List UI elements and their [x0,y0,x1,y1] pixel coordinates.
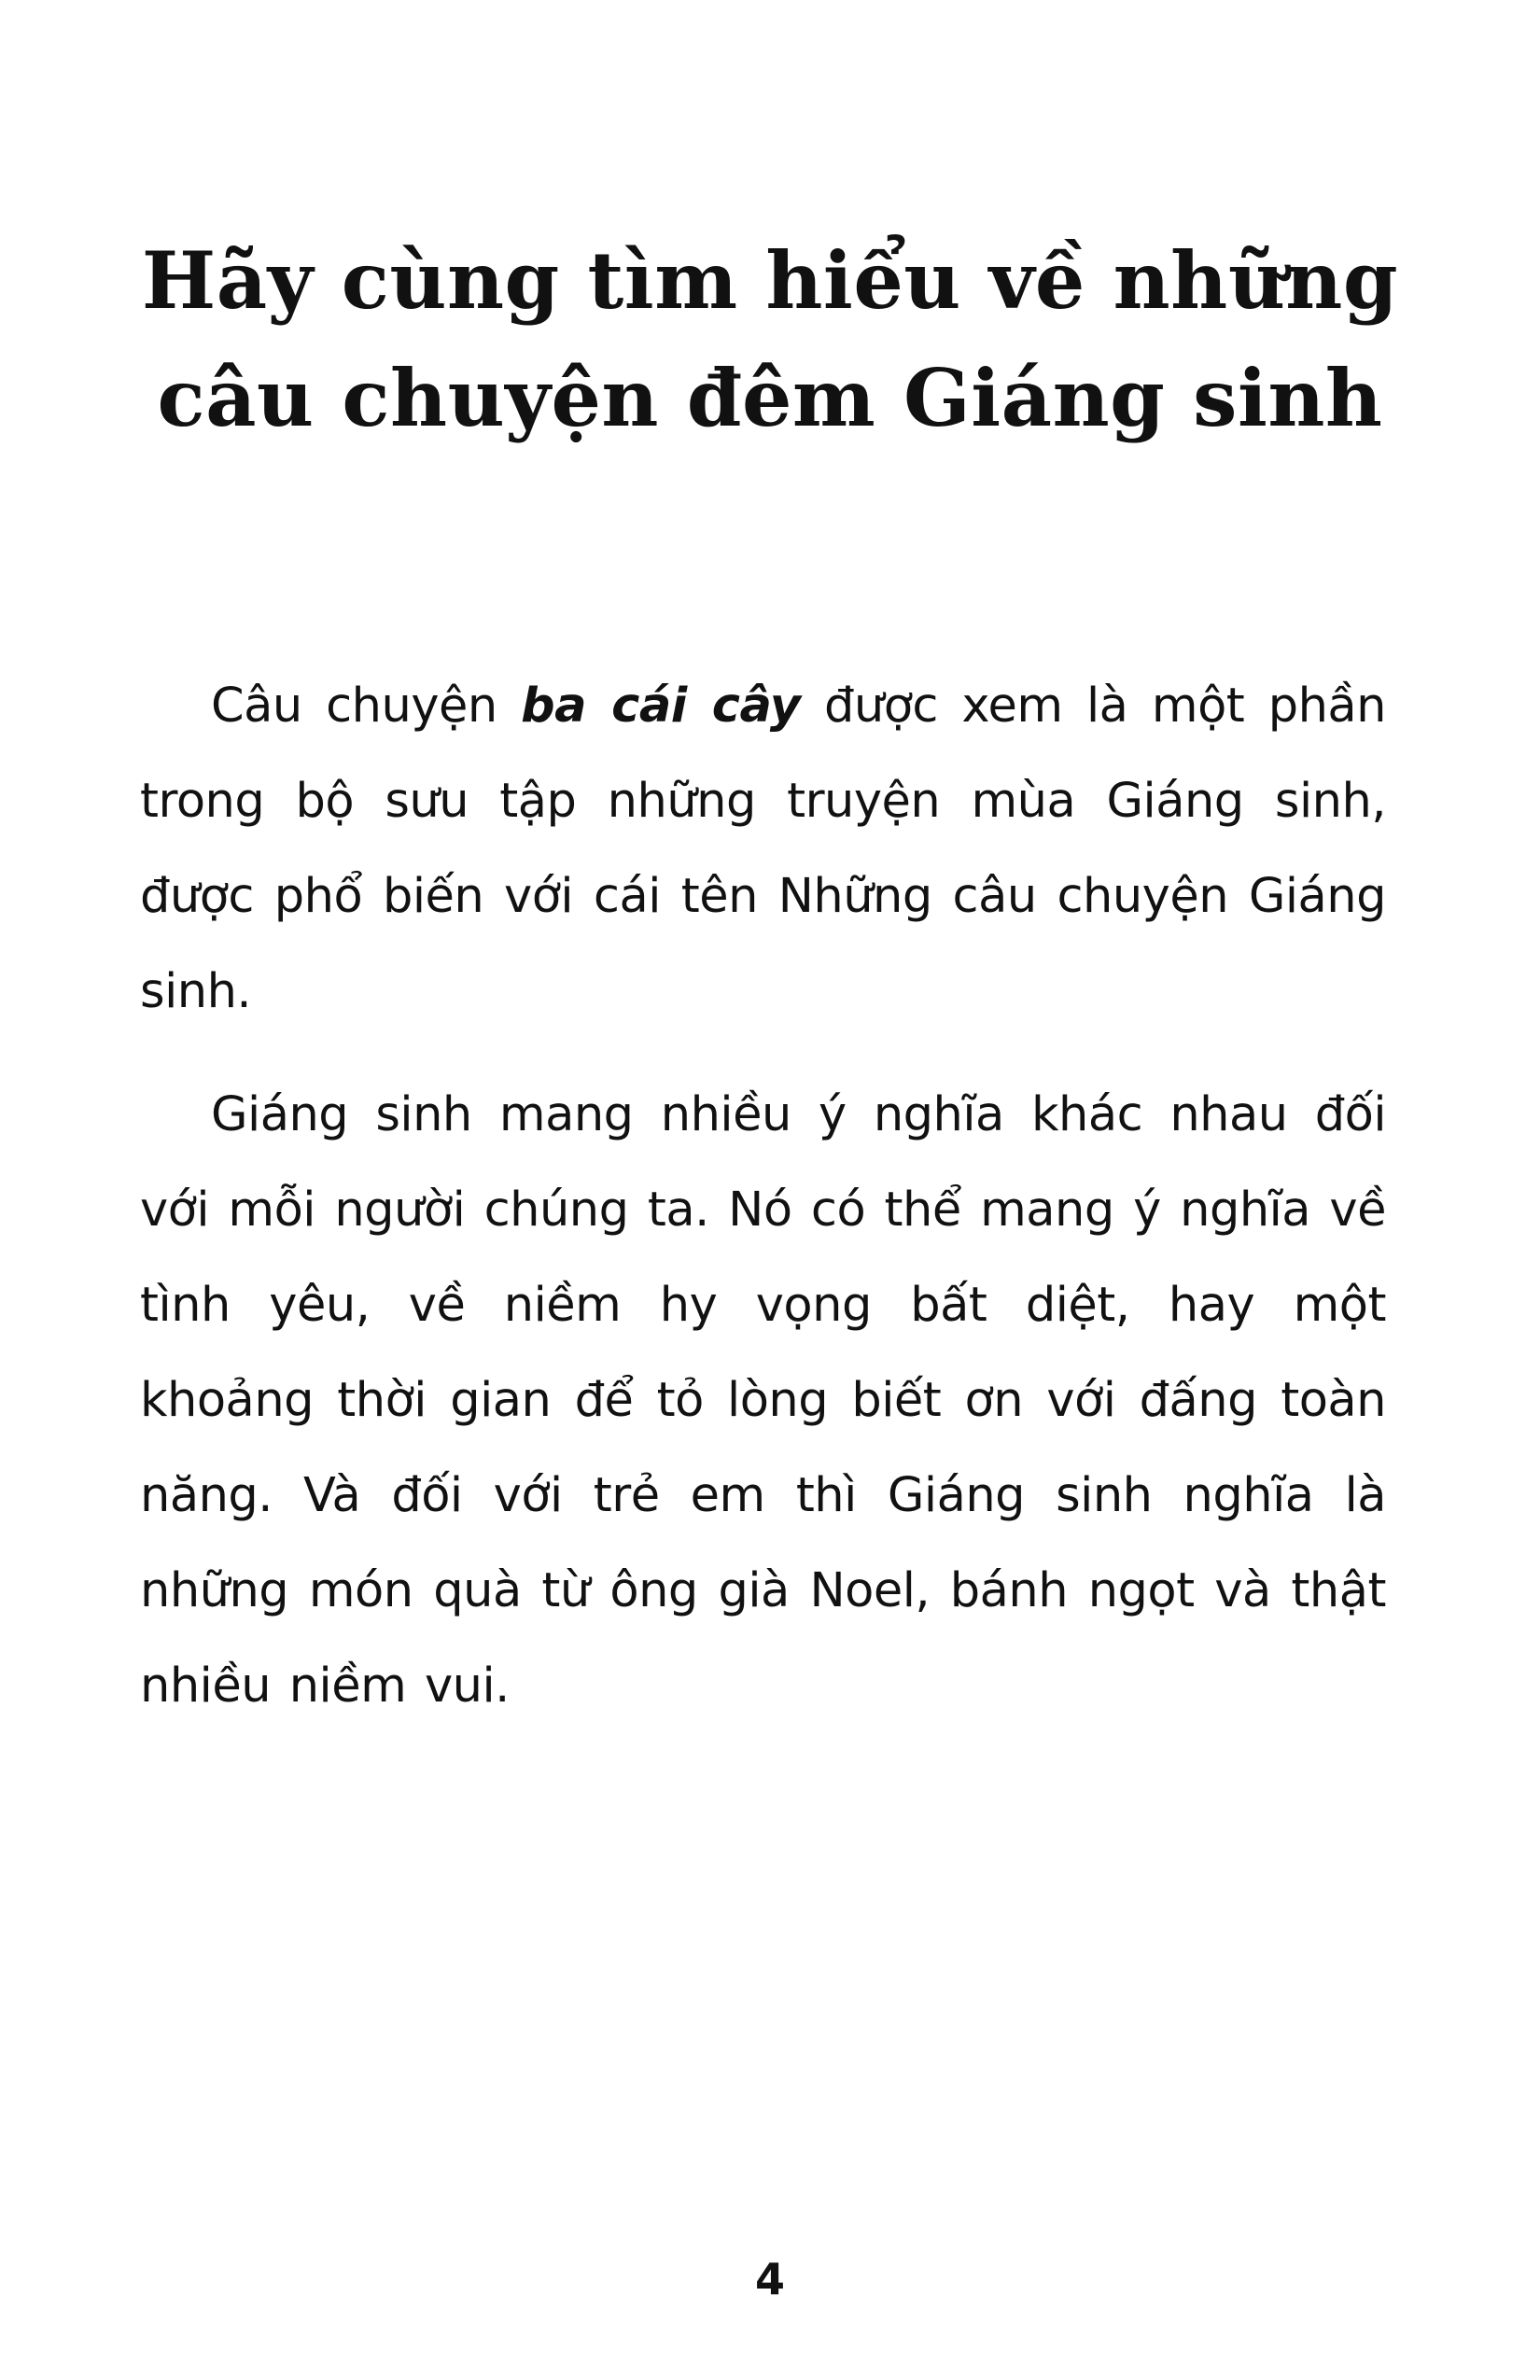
title-line-2: câu chuyện đêm Giáng sinh [157,352,1383,444]
paragraph-2: Giáng sinh mang nhiều ý nghĩa khác nhau đối với mỗi người chúng ta. Nó có thể mang ý nghĩa về tình yêu, về niềm hy vọng bất diệt, hay một khoảng thời gian để tỏ lòng biết ơn với đấng toàn năng. Và đối với trẻ em thì Giáng sinh nghĩa là những món quà từ ông già Noel, bánh ngọt và thật nhiều niềm vui. [140,1087,1386,1714]
page-title [121,222,1419,457]
paragraph-1-emphasis: ba cái cây [521,679,801,734]
body-text [140,659,1386,1734]
paragraph-1-after: được xem là một phần trong bộ sưu tập những truyện mùa Giáng sinh, được phổ biến với cái tên Những câu chuyện Giáng sinh. [140,679,1386,1019]
title-line-1: Hãy cùng tìm hiểu về những [141,234,1399,327]
paragraph-1 [140,659,1386,1040]
paragraph-1-before: Câu chuyện [211,679,522,734]
page-number: 4 [754,2254,785,2304]
